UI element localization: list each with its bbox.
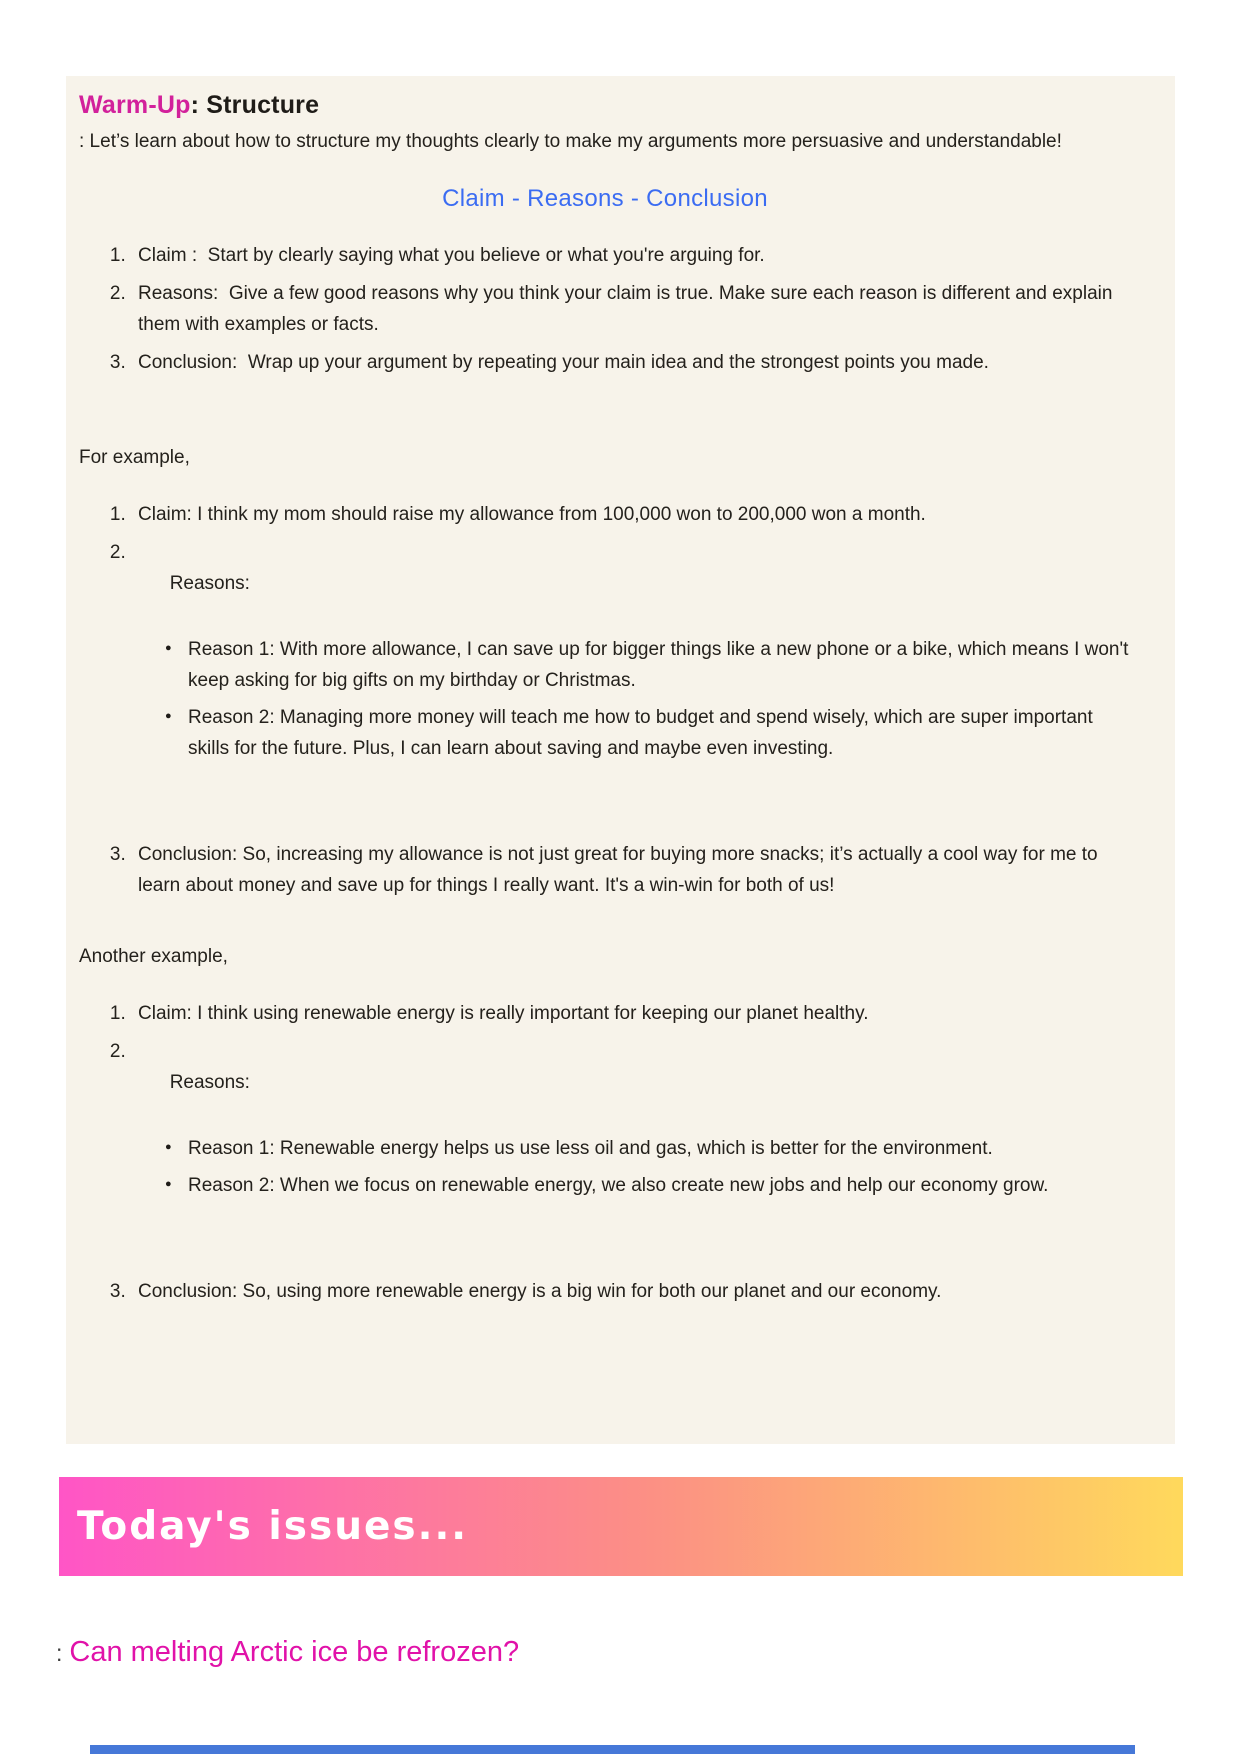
warmup-intro: : Let’s learn about how to structure my thoughts clearly to make my arguments more persuasive and understandable! [79, 131, 1062, 152]
step-conclusion: 3. Conclusion: Wrap up your argument by repeating your main idea and the strongest points you made. [131, 347, 1131, 378]
issue-question-text: Can melting Arctic ice be refrozen? [69, 1636, 520, 1668]
example1-conclusion: 3. Conclusion: So, increasing my allowance is not just great for buying more snacks; it’s actually a cool way for me to learn about money and save up for things I really want. It's a win-win for both of us! [131, 839, 1131, 901]
framework-heading: Claim - Reasons - Conclusion [442, 185, 768, 212]
warmup-title-highlight: Warm-Up [79, 91, 191, 119]
warmup-title [79, 90, 1131, 120]
example2-list [79, 998, 1131, 1307]
example2-reason-1: ● Reason 1: Renewable energy helps us use less oil and gas, which is better for the environment. [165, 1133, 1131, 1164]
example1-reasons-list [138, 634, 1134, 764]
example1-label: For example, [79, 447, 190, 468]
structure-steps-list [79, 240, 1131, 378]
example1-claim: 1. Claim: I think my mom should raise my allowance from 100,000 won to 200,000 won a month. [131, 499, 1131, 530]
example2-label: Another example, [79, 946, 228, 967]
example2-reasons [131, 1036, 1131, 1269]
example2-reason-2: ● Reason 2: When we focus on renewable energy, we also create new jobs and help our economy grow. [165, 1170, 1131, 1201]
example1-reasons [131, 537, 1134, 832]
example1-reason-2: ● Reason 2: Managing more money will teach me how to budget and spend wisely, which are super important skills for the future. Plus, I can learn about saving and maybe even investing. [165, 702, 1131, 764]
example2-conclusion: 3. Conclusion: So, using more renewable energy is a big win for both our planet and our economy. [131, 1276, 1131, 1307]
example2-reasons-list [138, 1133, 1131, 1201]
warmup-title-rest: : Structure [190, 91, 320, 119]
step-claim: 1. Claim : Start by clearly saying what you believe or what you're arguing for. [131, 240, 1131, 271]
issue-question-line [56, 1632, 519, 1673]
next-section-top-bar [90, 1745, 1135, 1754]
step-reasons: 2. Reasons: Give a few good reasons why you think your claim is true. Make sure each reason is different and explain them with examples or facts. [131, 278, 1131, 340]
example2-claim: 1. Claim: I think using renewable energy is really important for keeping our planet healthy. [131, 998, 1131, 1029]
issue-colon: : [56, 1640, 63, 1666]
banner-title: Today's issues... [77, 1504, 469, 1549]
warmup-section [66, 76, 1175, 1444]
example1-reason-1: ● Reason 1: With more allowance, I can save up for bigger things like a new phone or a bike, which means I won't keep asking for big gifts on my birthday or Christmas. [165, 634, 1131, 696]
example2-reasons-label: Reasons: [169, 1072, 250, 1093]
example1-reasons-label: Reasons: [169, 573, 250, 594]
todays-issues-banner [59, 1477, 1183, 1576]
example1-list [79, 499, 1134, 901]
